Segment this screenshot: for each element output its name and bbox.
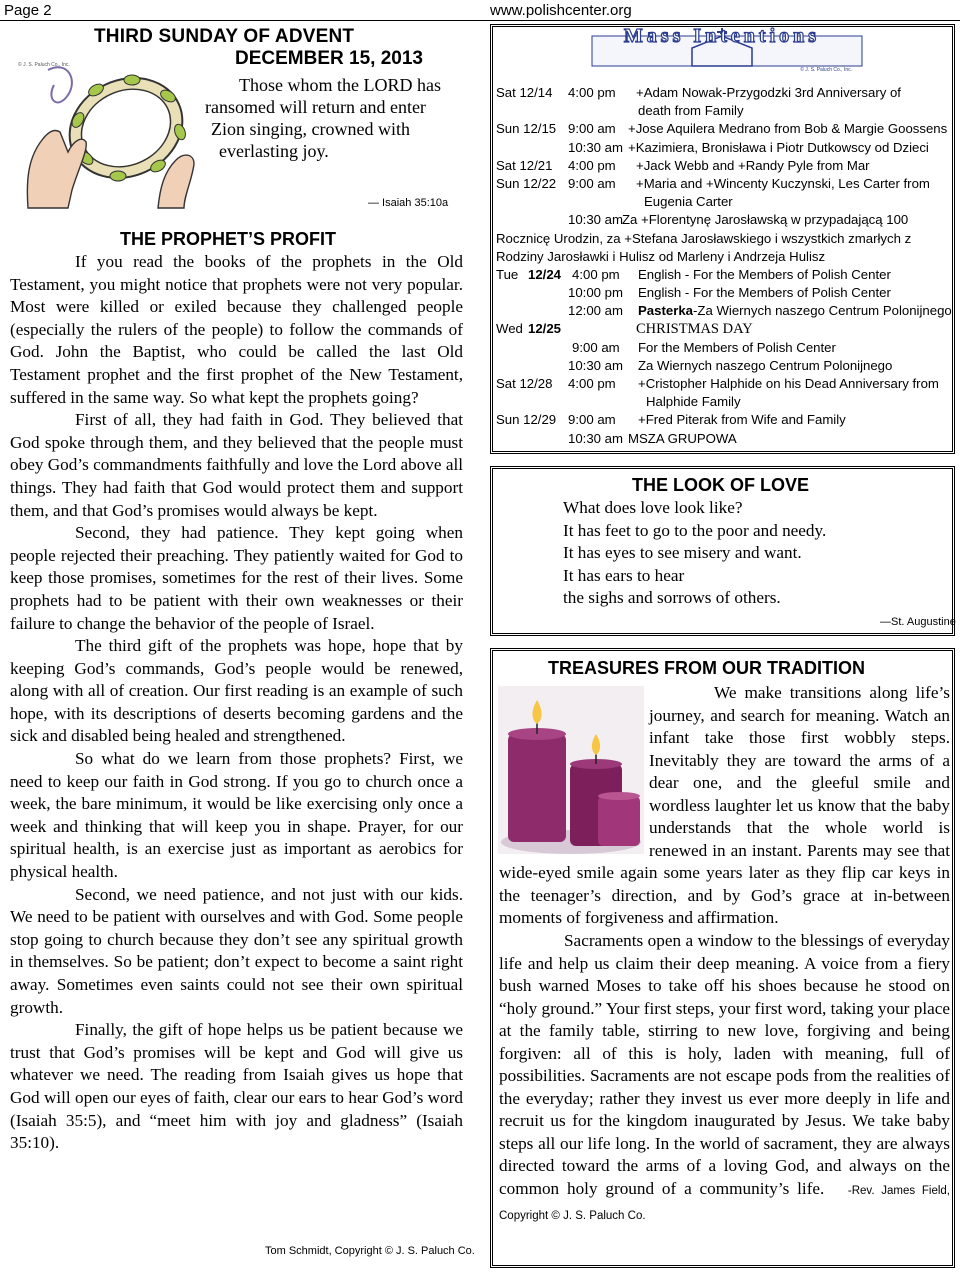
article-paragraph: Finally, the gift of hope helps us be patient because we trust that God’s promises will be kept and God will give us whatever we need. The reading from Isaiah gives us hope that God will open our eyes of faith, clear our ears to hear God’s word (Isaiah 35:5), and “meet him with joy and gladness” (Isaiah 35:10). [10, 1020, 463, 1153]
mass-time: 9:00 am [572, 339, 620, 355]
mass-intention-text: Za +Florentynę Jarosławską w przypadającą 100 [622, 212, 909, 228]
mass-intention-row [496, 357, 952, 375]
scripture-line: Those whom the LORD has [239, 75, 441, 95]
mass-time: 9:00 am [568, 412, 616, 428]
mass-intention-row [496, 393, 952, 411]
mass-time: 10:30 am [568, 139, 623, 155]
poem-line: It has ears to hear [563, 565, 685, 585]
scripture-line: everlasting joy. [219, 141, 329, 161]
mass-intention [638, 302, 952, 320]
mass-intention-row [496, 430, 952, 448]
mass-intention-text: +Adam Nowak-Przygodzki 3rd Anniversary of [636, 85, 901, 100]
candle-icon [598, 792, 640, 846]
mass-intention-text: +Fred Piterak from Wife and Family [638, 412, 846, 428]
advent-date: DECEMBER 15, 2013 [235, 48, 423, 69]
scripture-quote [205, 74, 465, 162]
prophet-article-title: THE PROPHET’S PROFIT [120, 229, 337, 249]
mass-intention-text: -Za Wiernych naszego Centrum Polonijnego [693, 303, 952, 319]
mass-intention-row [496, 211, 952, 229]
mass-banner-credit: © J. S. Paluch Co., Inc. [800, 67, 852, 72]
mass-day: Tue [496, 266, 519, 282]
scripture-citation: — Isaiah 35:10a [368, 197, 449, 209]
advent-candles-photo [498, 686, 644, 854]
treasures-title: TREASURES FROM OUR TRADITION [548, 658, 865, 678]
mass-intention-text: death from Family [638, 103, 744, 119]
mass-intention-text: +Cristopher Halphide on his Dead Anniversary from [638, 376, 939, 391]
mass-intention-text: Rocznicę Urodzin, za +Stefana Jarosławskiego i wszystkich zmarłych z [496, 230, 912, 246]
mass-day: Sun 12/15 [496, 121, 557, 137]
mass-time: 10:30 am [568, 212, 623, 228]
mass-intention-row [496, 302, 952, 320]
mass-intention-text: English - For the Members of Polish Center [638, 285, 891, 301]
mass-time: 4:00 pm [568, 157, 616, 173]
header-divider [0, 20, 960, 21]
mass-time: 4:00 pm [568, 376, 616, 391]
header-url[interactable]: www.polishcenter.org [490, 2, 632, 19]
mass-intention-row [496, 102, 952, 120]
poem-line: It has eyes to see misery and want. [563, 543, 802, 563]
tambourine-hands-illustration [8, 40, 204, 210]
mass-intention-text: Rodziny Jarosławki i Hulisz od Marleny i Andrzeja Hulisz [496, 248, 826, 264]
mass-intention-text: MSZA GRUPOWA [628, 430, 737, 446]
mass-intention-text: +Jack Webb and +Randy Pyle from Mar [636, 157, 870, 173]
mass-intention-row [496, 375, 952, 393]
poem-line: the sighs and sorrows of others. [563, 588, 781, 608]
mass-day: Wed [496, 321, 523, 337]
mass-day: Sat 12/28 [496, 376, 553, 391]
mass-intention-text: Halphide Family [646, 394, 741, 410]
mass-intention-row [496, 120, 952, 138]
mass-time: 9:00 am [568, 121, 616, 137]
mass-time: 4:00 pm [568, 85, 616, 100]
scripture-line: ransomed will return and enter [205, 97, 426, 117]
mass-day: Sat 12/21 [496, 157, 553, 173]
prophet-article-credit: Tom Schmidt, Copyright © J. S. Paluch Co. [265, 1245, 475, 1257]
mass-intention-text: +Jose Aquilera Medrano from Bob & Margie Goossens [628, 121, 948, 137]
prophet-article-body [10, 251, 463, 1155]
look-of-love-poem [563, 497, 826, 610]
mass-time: 9:00 am [568, 175, 616, 191]
treasures-paragraph: We make transitions along life’s journey, and search for meaning. Watch an infant take those first wobbly steps. Inevitably they are toward the arms of a dear one, and the gleeful smile and wordless laughter let us know that the baby understands that the whole world is renewed in an instant. Parents may see that wide-eyed smile again some years later as they flip car keys in the teenager’s direction, and by God’s grace at in-between moments of forgiveness and affirmation. [499, 683, 950, 928]
mass-intention-row [496, 248, 952, 266]
mass-intention-row [496, 139, 952, 157]
mass-intention-row [496, 411, 952, 429]
mass-bold-prefix: Pasterka [638, 303, 693, 319]
mass-intentions-banner [552, 26, 892, 72]
article-paragraph: Second, they had patience. They kept going when people rejected their preaching. They patiently waited for God to keep those promises, sometimes for the rest of their lives. Some prophets had to be patient with their own weaknesses or their failure to change the behavior of the people of Israel. [10, 523, 463, 633]
treasures-paragraph [499, 930, 950, 1227]
mass-intention-row [496, 266, 952, 284]
poem-line: What does love look like? [563, 498, 743, 517]
mass-intention-row [496, 193, 952, 211]
mass-date: 12/24 [528, 266, 562, 282]
mass-intention-text: Eugenia Carter [644, 194, 733, 210]
mass-day: Sat 12/14 [496, 85, 553, 100]
mass-intention-row [496, 230, 952, 248]
mass-day: Sun 12/29 [496, 412, 557, 428]
scripture-line: Zion singing, crowned with [211, 119, 410, 139]
mass-intention-text: CHRISTMAS DAY [636, 321, 753, 338]
mass-intention-row [496, 157, 952, 175]
mass-date: 12/25 [528, 321, 562, 337]
treasures-paragraph-text: Sacraments open a window to the blessings of everyday life and help us claim their deep meaning. A voice from a fiery bush warned Moses to take off his shoes because he stood on “holy ground.” Your first steps, your first word, taking your place at the family table, stirring to new love, forgiving and being forgiven: all of this is holy, laden with meaning, full of possibilities. Sacraments are not escape pods from the realities of the everyday; rather they invest us ever more deeply in life and recruit us for the kingdom inaugurated by Jesus. We take baby steps all our life long. In the world of sacrament, they are always directed toward the arms of a loving God, and always on the common holy ground of a community’s life. [499, 931, 950, 1199]
illustration-credit: © J. S. Paluch Co., Inc. [18, 62, 70, 68]
mass-intention-row [496, 84, 952, 102]
article-paragraph: The third gift of the prophets was hope, hope that by keeping God’s commands, God’s people would be renewed, along with all of creation. Our first reading is an example of such hope, with its descriptions of deserts becoming gardens and the sick and disabled being healed and strengthened. [10, 636, 463, 746]
article-paragraph: First of all, they had faith in God. They believed that God spoke through them, and they believed that the people must obey God’s commandments faithfully and love the Lord above all things. They had faith that God would protect them and support them, and that God’s promises would always be kept. [10, 410, 463, 520]
mass-time: 10:00 pm [568, 285, 623, 301]
mass-time: 12:00 am [568, 303, 623, 319]
mass-banner-title: Mass Intentions [623, 26, 821, 47]
treasures-credit: -Rev. James Field, Copyright © J. S. Paluch Co. [499, 1185, 950, 1222]
mass-intention-text: +Kazimiera, Bronisława i Piotr Dutkowscy od Dzieci [628, 139, 929, 155]
page-number: Page 2 [4, 2, 52, 19]
mass-intention-row [496, 320, 952, 338]
mass-intention-text: English - For the Members of Polish Center [638, 266, 891, 282]
advent-title: THIRD SUNDAY OF ADVENT [94, 26, 355, 47]
poem-line: It has feet to go to the poor and needy. [563, 520, 827, 540]
look-of-love-citation: —St. Augustine [880, 616, 956, 628]
article-paragraph: If you read the books of the prophets in the Old Testament, you might notice that prophets were not very popular. Most were killed or exiled because they challenged people (especially the rulers of the people) to follow the commands of God. John the Baptist, who could be called the last Old Testament prophet and the first prophet of the New Testament, suffered in the same way. So what kept the prophets going? [10, 252, 463, 407]
mass-time: 4:00 pm [572, 266, 620, 282]
mass-intention-text: For the Members of Polish Center [638, 339, 836, 355]
look-of-love-title: THE LOOK OF LOVE [632, 475, 810, 495]
mass-intention-text: +Maria and +Wincenty Kuczynski, Les Carter from [636, 175, 930, 191]
mass-day: Sun 12/22 [496, 175, 557, 191]
mass-intention-row [496, 284, 952, 302]
mass-intention-text: Za Wiernych naszego Centrum Polonijnego [638, 357, 893, 373]
mass-time: 10:30 am [568, 430, 623, 446]
mass-intention-row [496, 175, 952, 193]
mass-time: 10:30 am [568, 357, 623, 373]
ribbon-icon [48, 67, 72, 102]
article-paragraph: Second, we need patience, and not just with our kids. We need to be patient with ourselves and with God. Some people stop going to church because they don’t see any spiritual growth in themselves. So be patient; don’t expect to become a saint right away. Sometimes even saints could not see their own spiritual growth. [10, 884, 463, 1017]
mass-intentions-list [496, 84, 952, 448]
mass-intention-row [496, 339, 952, 357]
article-paragraph: So what do we learn from those prophets? First, we need to keep our faith in God strong. If you go to church once a week, the bare minimum, it would be like exercising only once a week and thinking that will keep you in shape. Prayer, for our spiritual health, is an exercise just as important as aerobics for physical health. [10, 749, 463, 882]
